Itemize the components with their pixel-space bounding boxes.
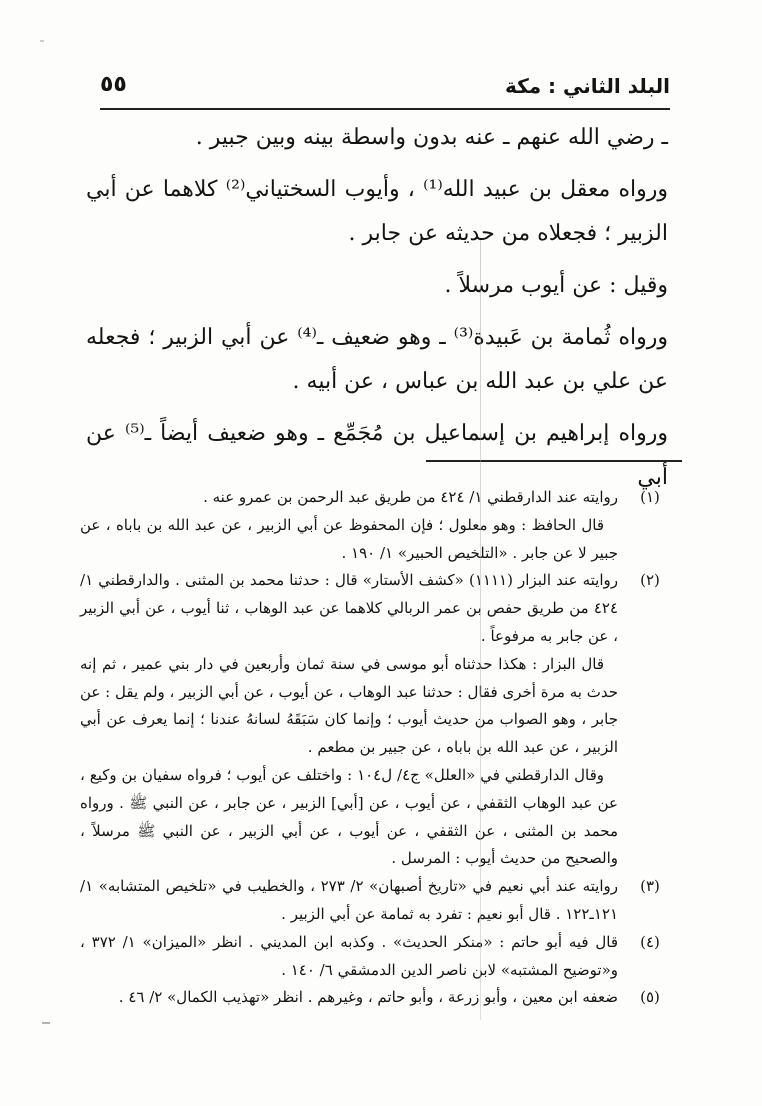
scan-speck [42,1022,50,1024]
page-header [100,66,670,106]
footnotes [80,484,670,1012]
header-rule [100,108,670,110]
main-text [86,116,668,508]
footnote-separator [426,460,682,462]
footnote-marker: (٣) [640,877,660,896]
footnote-marker: (٢) [640,571,660,590]
main-paragraph: ورواه ثُمامة بن عَبيدة⁽³⁾ ـ وهو ضعيف ـ⁽⁴⁾ عن أبي الزبير ؛ فجعله عن علي بن عبد الله بن عباس ، عن أبيه . [86,325,668,394]
footnote-3 [80,873,670,929]
main-paragraph: وقيل : عن أيوب مرسلاً . [444,273,668,298]
footnote-text: قال البزار : هكذا حدثناه أبو موسى في سنة ثمان وأربعين في دار بني عمير ، ثم إنه حدث به مرة أخرى فقال : حدثنا عبد الوهاب ، عن أيوب ، عن أبي الزبير ، ولم يقل : عن جابر ، وهو الصواب من حديث أيوب ؛ وإنما كان سَبَقَهُ لسانهُ عندنا ؛ إنما يعرف عن أبي الزبير ، عن عبد الله بن باباه ، عن جبير بن مطعم . [80,654,618,757]
footnote-text: قال الحافظ : وهو معلول ؛ فإن المحفوظ عن أبي الزبير ، عن عبد الله بن باباه ، عن جبير لا عن جابر . «التلخيص الحبير» ١/ ١٩٠ . [80,515,618,562]
main-paragraph: ورواه إبراهيم بن إسماعيل بن مُجَمِّع ـ وهو ضعيف أيضاً ـ⁽⁵⁾ عن أبي [86,421,668,490]
footnote-2 [80,567,670,873]
footnote-1 [80,484,670,567]
main-paragraph: ورواه معقل بن عبيد الله⁽¹⁾ ، وأيوب السختياني⁽²⁾ كلاهما عن أبي الزبير ؛ فجعلاه من حديثه عن جابر . [86,177,668,246]
footnote-text: وقال الدارقطني في «العلل» ج٤/ ل١٠٤ : واختلف عن أيوب ؛ فرواه سفيان بن وكيع ، عن عبد الوهاب الثقفي ، عن أيوب ، عن [أبي] الزبير ، عن جابر ، عن النبي ﷺ . ورواه محمد بن المثنى ، عن الثقفي ، عن أيوب ، عن أبي الزبير ، عن النبي ﷺ مرسلاً ، والصحيح من حديث أيوب : المرسل . [80,765,618,868]
footnote-text: روايته عند الدارقطني ١/ ٤٢٤ من طريق عبد الرحمن بن عمرو عنه . [203,488,618,506]
footnote-5 [80,984,670,1012]
running-title: البلد الثاني : مكة [504,74,670,98]
page-number: ٥٥ [100,72,127,97]
scan-speck [40,40,44,42]
main-paragraph: ـ رضي الله عنهم ـ عنه بدون واسطة بينه وبين جبير . [195,125,668,150]
footnote-marker: (٤) [640,932,660,951]
footnote-4 [80,929,670,985]
scan-fold-line [480,240,481,1020]
footnote-text: روايته عند البزار (١١١١) «كشف الأستار» قال : حدثنا محمد بن المثنى . والدارقطني ١/ ٤٢٤ من طريق حفص بن عمر الربالي كلاهما عن عبد الوهاب ، ثنا أيوب ، عن أبي الزبير ، عن جابر به مرفوعاً . [80,571,618,645]
footnote-marker: (١) [640,488,660,506]
footnote-text: ضعفه ابن معين ، وأبو زرعة ، وأبو حاتم ، وغيرهم . انظر «تهذيب الكمال» ٢/ ٤٦ . [118,988,618,1007]
footnote-text: قال فيه أبو حاتم : «منكر الحديث» . وكذبه ابن المديني . انظر «الميزان» ١/ ٣٧٢ ، و«توضيح المشتبه» لابن ناصر الدين الدمشقي ٦/ ١٤٠ . [80,932,618,979]
footnote-text: روايته عند أبي نعيم في «تاريخ أصبهان» ٢/ ٢٧٣ ، والخطيب في «تلخيص المتشابه» ١/ ١٢١ـ١٢٢ . قال أبو نعيم : تفرد به ثمامة عن أبي الزبير . [80,877,618,923]
footnote-marker: (٥) [640,988,660,1007]
